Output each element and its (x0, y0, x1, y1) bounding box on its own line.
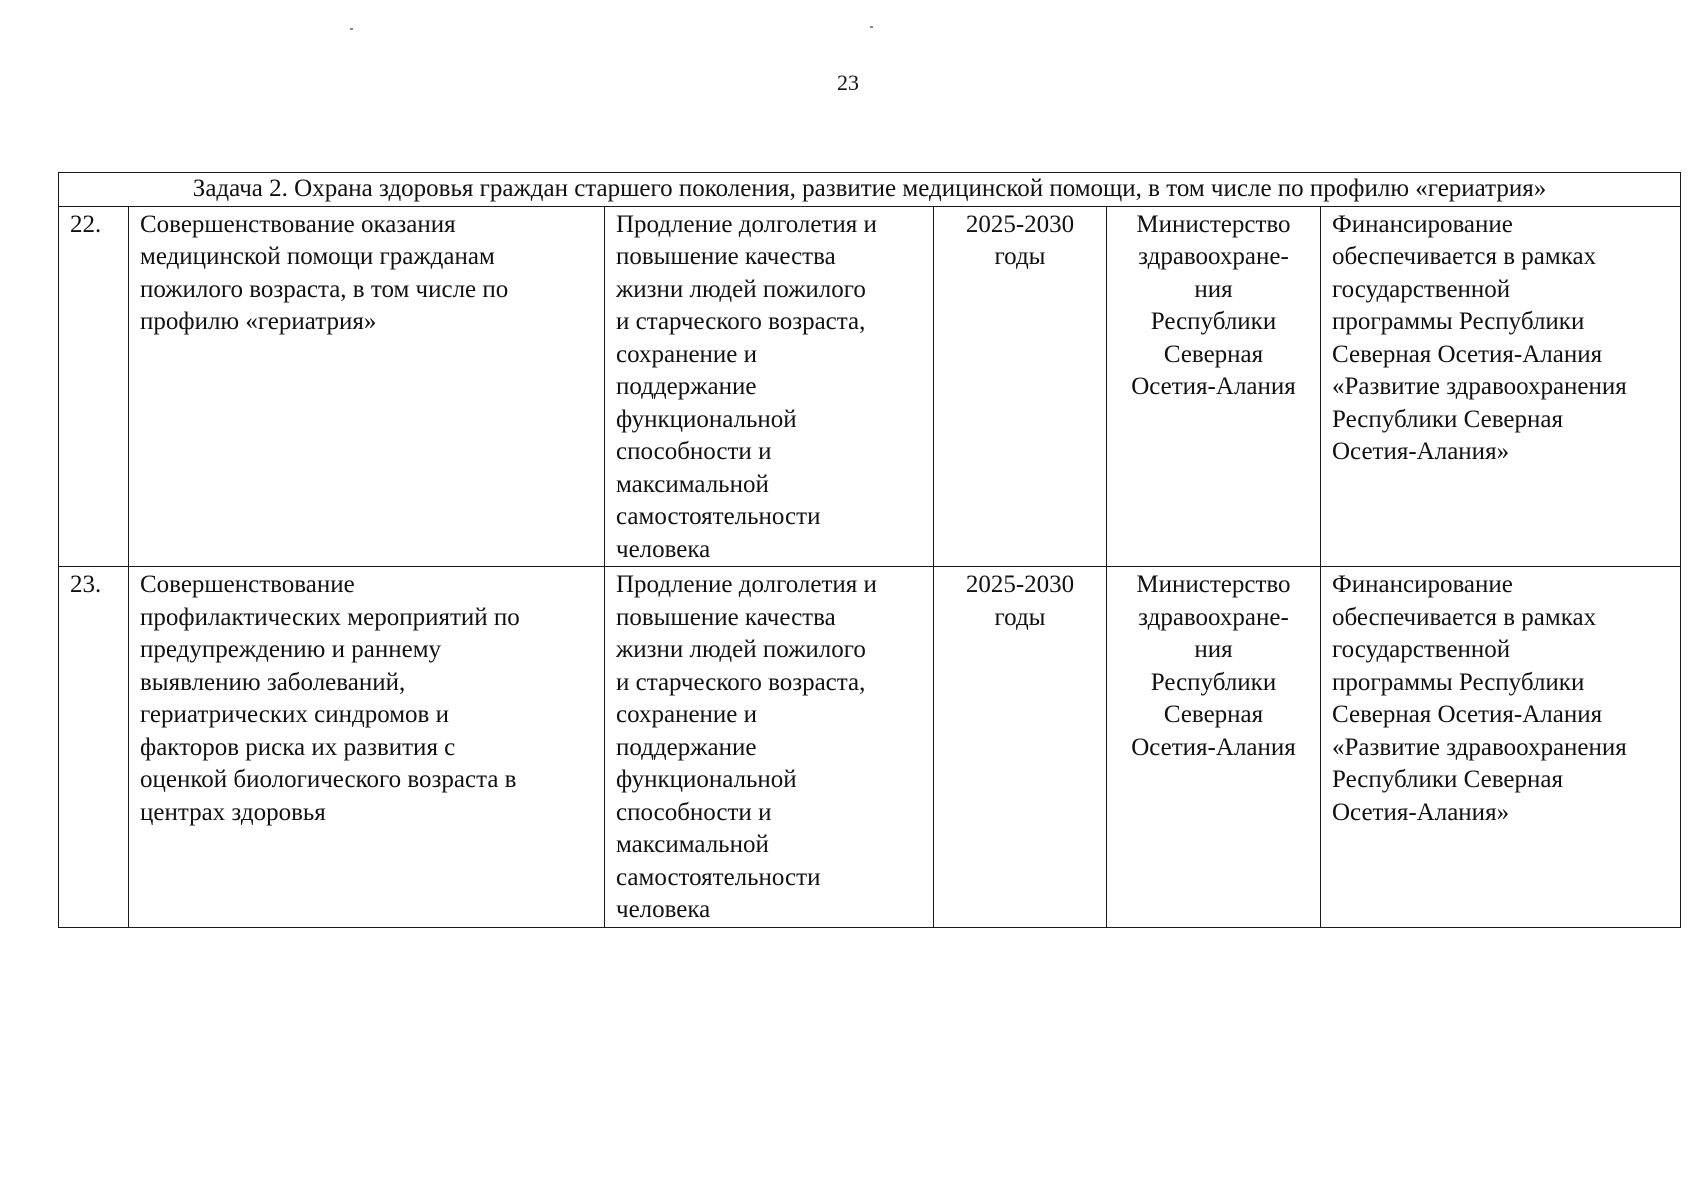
financing-source: Финансирование обеспечивается в рамках государственной программы Республики Северная Осетия-Алания «Развитие здравоохранения Республики Северная Осетия-Алания» (1321, 567, 1681, 928)
scan-speck (350, 28, 353, 30)
implementation-period: 2025-2030 годы (934, 206, 1107, 567)
page-number: 23 (837, 70, 859, 95)
measure-name: Совершенствование профилактических мероприятий по предупреждению и раннему выявлению заболеваний, гериатрических синдромов и факторов риска их развития с оценкой биологического возраста в центрах здоровья (129, 567, 605, 928)
table-row (59, 206, 1681, 567)
measure-name: Совершенствование оказания медицинской помощи гражданам пожилого возраста, в том числе по профилю «гериатрия» (129, 206, 605, 567)
expected-result: Продление долголетия и повышение качества жизни людей пожилого и старческого возраста, сохранение и поддержание функциональной способности и максимальной самостоятельности человека (605, 206, 934, 567)
implementation-period: 2025-2030 годы (934, 567, 1107, 928)
row-number: 23. (59, 567, 129, 928)
responsible-executor: Министерство здравоохране- ния Республики Северная Осетия-Алания (1107, 206, 1321, 567)
table-row (59, 567, 1681, 928)
row-number: 22. (59, 206, 129, 567)
measures-table (58, 172, 1681, 928)
task-heading: Задача 2. Охрана здоровья граждан старшего поколения, развитие медицинской помощи, в том числе по профилю «гериатрия» (59, 173, 1681, 207)
scan-speck (870, 26, 873, 28)
expected-result: Продление долголетия и повышение качества жизни людей пожилого и старческого возраста, сохранение и поддержание функциональной способности и максимальной самостоятельности человека (605, 567, 934, 928)
task-heading-row (59, 173, 1681, 207)
responsible-executor: Министерство здравоохране- ния Республики Северная Осетия-Алания (1107, 567, 1321, 928)
financing-source: Финансирование обеспечивается в рамках государственной программы Республики Северная Осетия-Алания «Развитие здравоохранения Республики Северная Осетия-Алания» (1321, 206, 1681, 567)
